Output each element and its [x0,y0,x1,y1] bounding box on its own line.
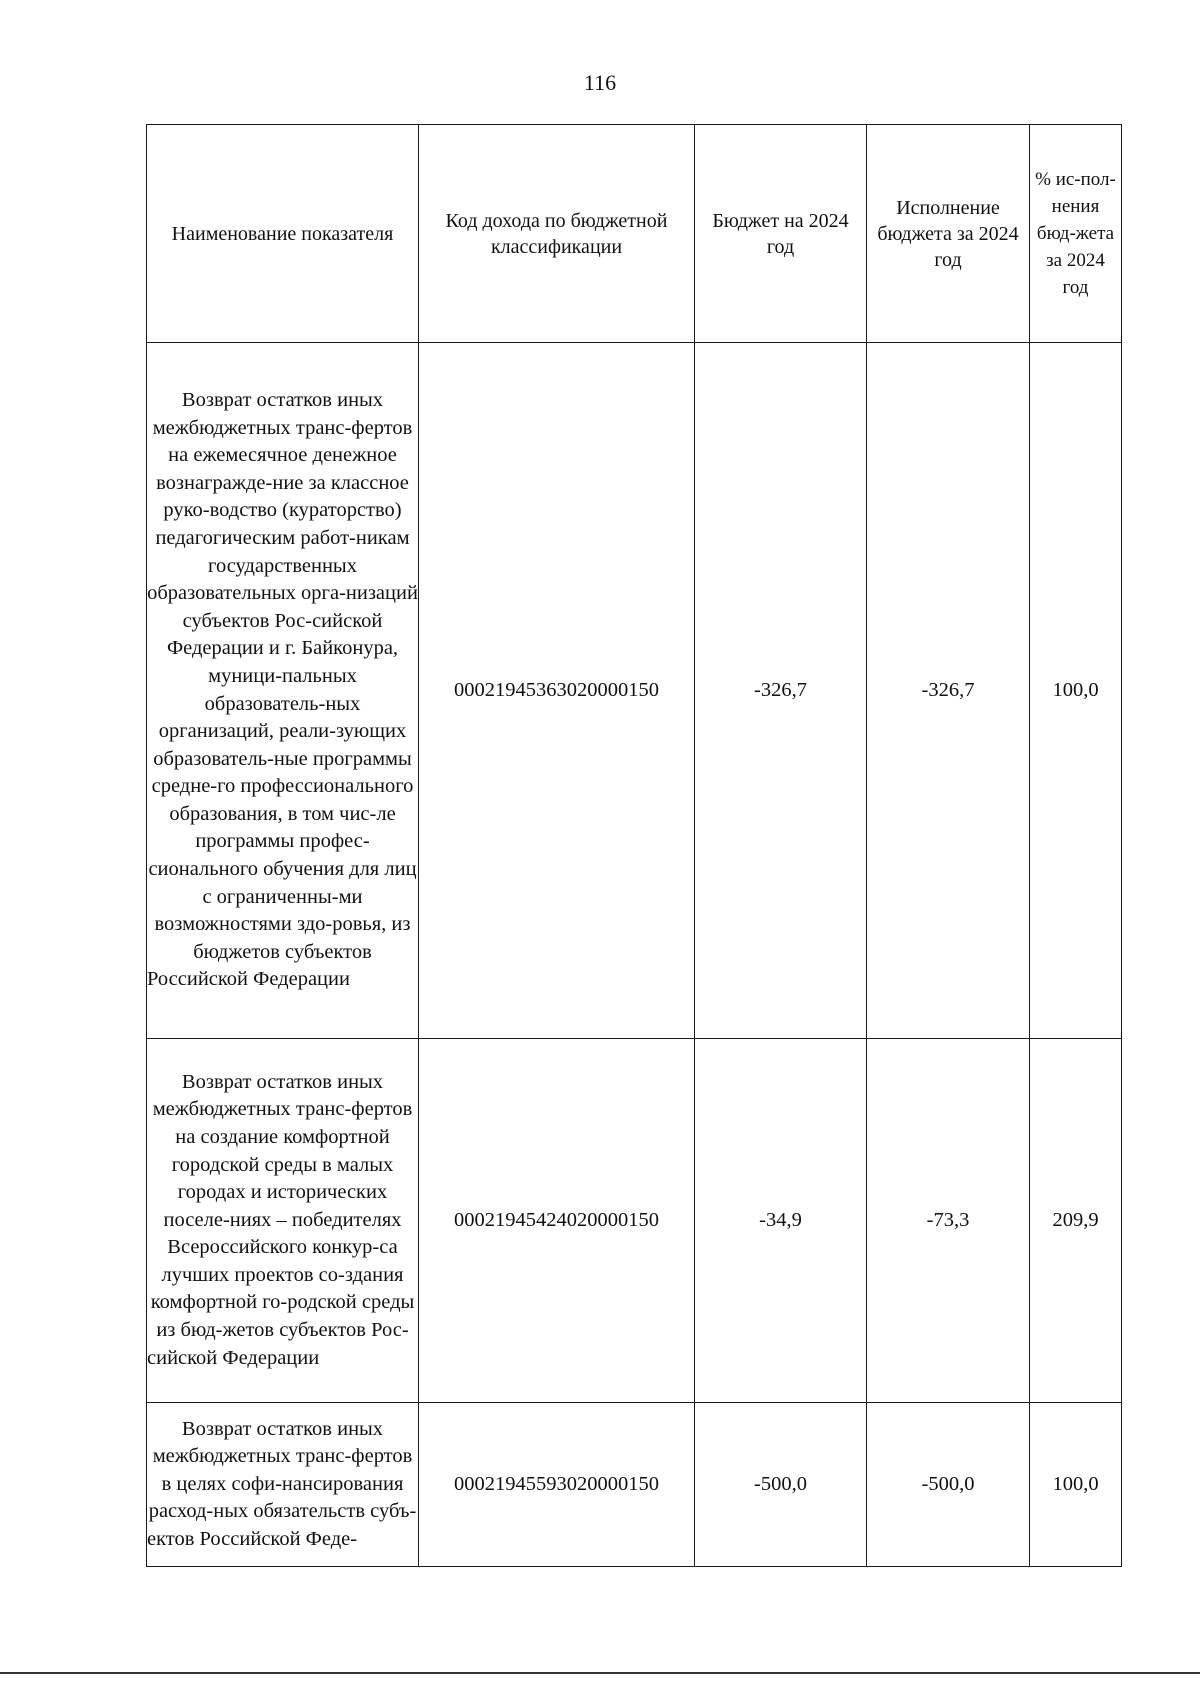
table-header-row [147,125,1122,343]
table-row [147,343,1122,1039]
row-code: 00021945593020000150 [419,1403,695,1567]
header-name: Наименование показателя [147,125,419,343]
row-budget: -326,7 [695,343,867,1039]
table-row [147,1039,1122,1403]
page-bottom-rule [0,1672,1200,1674]
row-name: Возврат остатков иных межбюджетных транс-фертов на ежемесячное денежное вознагражде-ние за классное руко-водство (кураторство) педагогическим работ-никам государственных образовательных орга-низаций субъектов Рос-сийской Федерации и г. Байконура, муници-пальных образователь-ных организаций, реали-зующих образователь-ные программы средне-го профессионального образования, в том чис-ле программы профес-сионального обучения для лиц с ограниченны-ми возможностями здо-ровья, из бюджетов субъектов Российской Федерации [147,343,419,1039]
header-code: Код дохода по бюджетной классификации [419,125,695,343]
row-code: 00021945424020000150 [419,1039,695,1403]
header-execution: Исполнение бюджета за 2024 год [867,125,1030,343]
row-name: Возврат остатков иных межбюджетных транс-фертов в целях софи-нансирования расход-ных обязательств субъ-ектов Российской Феде- [147,1403,419,1567]
table-row [147,1403,1122,1567]
row-percent: 100,0 [1030,1403,1122,1567]
row-execution: -500,0 [867,1403,1030,1567]
row-budget: -500,0 [695,1403,867,1567]
row-percent: 100,0 [1030,343,1122,1039]
page-number: 116 [583,70,617,95]
header-budget: Бюджет на 2024 год [695,125,867,343]
row-execution: -73,3 [867,1039,1030,1403]
budget-table [146,124,1122,1567]
row-budget: -34,9 [695,1039,867,1403]
row-percent: 209,9 [1030,1039,1122,1403]
header-percent: % ис-пол-нения бюд-жета за 2024 год [1030,125,1122,343]
row-name: Возврат остатков иных межбюджетных транс-фертов на создание комфортной городской среды в малых городах и исторических поселе-ниях – победителях Всероссийского конкур-са лучших проектов со-здания комфортной го-родской среды из бюд-жетов субъектов Рос-сийской Федерации [147,1039,419,1403]
row-execution: -326,7 [867,343,1030,1039]
row-code: 00021945363020000150 [419,343,695,1039]
